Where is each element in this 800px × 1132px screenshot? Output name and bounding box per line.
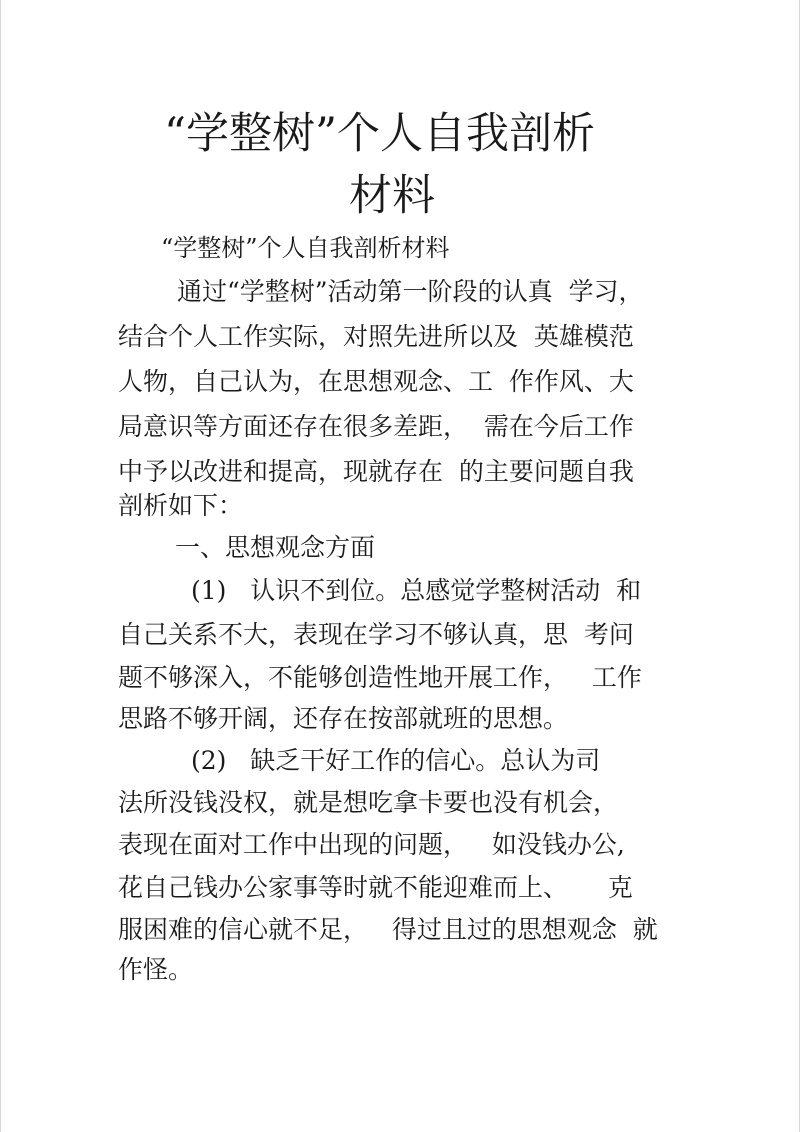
list-item-line: 题不够深入，不能够创造性地开展工作， 工作 [118, 663, 642, 692]
list-item-line: 表现在面对工作中出现的问题， 如没钱办公, [118, 830, 625, 859]
list-item-line: (1) 认识不到位。总感觉学整树活动 和 [191, 576, 642, 605]
list-item-line: 法所没钱没权，就是想吃拿卡要也没有机会， [118, 788, 619, 817]
paragraph-line: 人物，自己认为，在思想观念、工 作作风、大 [118, 367, 634, 396]
document-title-line-1: “学整树”个人自我剖析 [164, 109, 595, 159]
section-heading: 一、思想观念方面 [175, 533, 376, 562]
paragraph-line: 剖析如下： [118, 491, 244, 520]
paragraph-line: 局意识等方面还存在很多差距， 需在今后工作 [118, 412, 634, 441]
list-item-line: 自己关系不大，表现在学习不够认真，思 考问 [118, 620, 634, 649]
paragraph-line: 结合个人工作实际，对照先进所以及 英雄模范 [118, 322, 634, 351]
list-item-line: 思路不够开阔，还存在按部就班的思想。 [118, 704, 569, 733]
paragraph-line: 中予以改进和提高，现就存在 的主要问题自我 [118, 457, 634, 486]
list-item-line: (2) 缺乏干好工作的信心。总认为司 [191, 746, 601, 775]
list-item-line: 作怪。 [118, 955, 194, 984]
list-item-line: 花自己钱办公家事等时就不能迎难而上、 克 [118, 873, 633, 902]
document-subtitle: “学整树”个人自我剖析材料 [161, 234, 450, 262]
list-item-line: 服困难的信心就不足， 得过且过的思想观念 就 [118, 915, 658, 944]
paragraph-line: 通过“学整树”活动第一阶段的认真 学习， [177, 277, 644, 306]
document-title-line-2: 材料 [349, 171, 435, 221]
